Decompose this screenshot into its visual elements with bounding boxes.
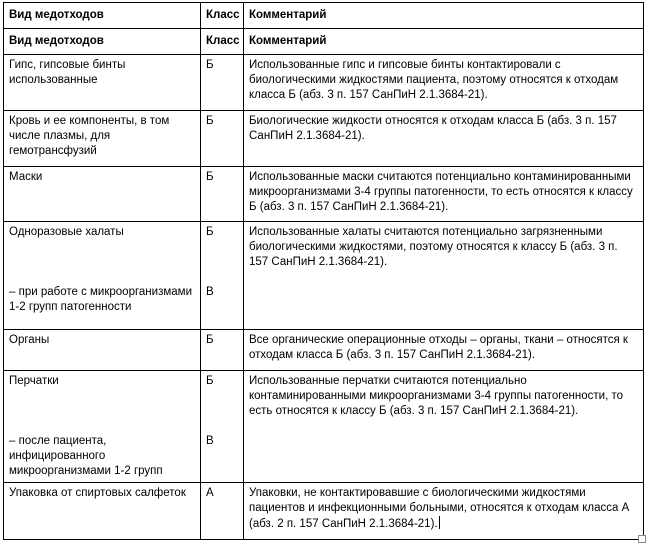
table-row (4, 483, 644, 540)
waste-comment-cell: Все органические операционные отходы – органы, ткани – относятся к отходам класса Б (абз. 3 п. 157 СанПиН 2.1.3684-21). (244, 330, 644, 371)
medwaste-table (3, 2, 644, 540)
waste-class-cell: Б (201, 330, 244, 371)
header-row-repeat (4, 29, 644, 55)
waste-class-cell: А (201, 483, 244, 540)
waste-type-cell: Маски (4, 167, 201, 222)
text-cursor (439, 516, 440, 529)
table-row (4, 371, 644, 483)
waste-subclass-text: В (206, 286, 214, 298)
waste-type-cell: Кровь и ее компоненты, в том числе плазмы, для гемотрансфузий (4, 111, 201, 167)
waste-comment-cell: Использованные маски считаются потенциально контаминированными микроорганизмами 3-4 группы патогенности, то есть относятся к классу Б (абз. 3 п. 157 СанПиН 2.1.3684-21). (244, 167, 644, 222)
waste-class-text: Б (206, 375, 214, 387)
waste-subclass-text: В (206, 435, 214, 447)
header-cell-comment: Комментарий (244, 29, 644, 55)
waste-comment-cell: Биологические жидкости относятся к отходам класса Б (абз. 3 п. 157 СанПиН 2.1.3684-21). (244, 111, 644, 167)
waste-type-cell (4, 222, 201, 330)
waste-class-cell: Б (201, 167, 244, 222)
header-cell-comment: Комментарий (244, 3, 644, 29)
table-row (4, 222, 644, 330)
table-row (4, 55, 644, 111)
waste-comment-cell: Использованные гипс и гипсовые бинты контактировали с биологическими жидкостями пациента, поэтому относятся к отходам класса Б (абз. 3 п. 157 СанПиН 2.1.3684-21). (244, 55, 644, 111)
header-cell-class: Класс (201, 29, 244, 55)
table-row (4, 111, 644, 167)
header-cell-type: Вид медотходов (4, 3, 201, 29)
waste-class-text: Б (206, 226, 214, 238)
header-cell-type: Вид медотходов (4, 29, 201, 55)
waste-type-cell: Гипс, гипсовые бинты использованные (4, 55, 201, 111)
waste-comment-cell: Использованные перчатки считаются потенциально контаминированными микроорганизмами 3-4 группы патогенности, то есть относятся к классу Б (абз. 3 п. 157 СанПиН 2.1.3684-21). (244, 371, 644, 483)
waste-class-cell (201, 371, 244, 483)
waste-class-cell (201, 222, 244, 330)
waste-type-cell (4, 371, 201, 483)
table-row (4, 167, 644, 222)
table-row (4, 330, 644, 371)
waste-type-cell: Упаковка от спиртовых салфеток (4, 483, 201, 540)
table-resize-handle[interactable] (638, 535, 646, 543)
waste-type-text: Одноразовые халаты (9, 226, 124, 238)
waste-type-cell: Органы (4, 330, 201, 371)
header-row (4, 3, 644, 29)
waste-class-cell: Б (201, 55, 244, 111)
waste-class-cell: Б (201, 111, 244, 167)
waste-type-text: Перчатки (9, 375, 59, 387)
header-cell-class: Класс (201, 3, 244, 29)
waste-subtype-text: – после пациента, инфицированного микроорганизмами 1-2 групп (9, 435, 163, 477)
waste-comment-cell: Использованные халаты считаются потенциально загрязненными биологическими жидкостями, поэтому относятся к классу Б (абз. 3 п. 157 СанПиН 2.1.3684-21). (244, 222, 644, 330)
waste-subtype-text: – при работе с микроорганизмами 1-2 групп патогенности (9, 286, 192, 313)
waste-comment-text: Упаковки, не контактировавшие с биологическими жидкостями пациентов и инфекционными больными, относятся к отходам класса А (абз. 2 п. 157 СанПиН 2.1.3684-21). (249, 487, 630, 530)
waste-comment-cell (244, 483, 644, 540)
